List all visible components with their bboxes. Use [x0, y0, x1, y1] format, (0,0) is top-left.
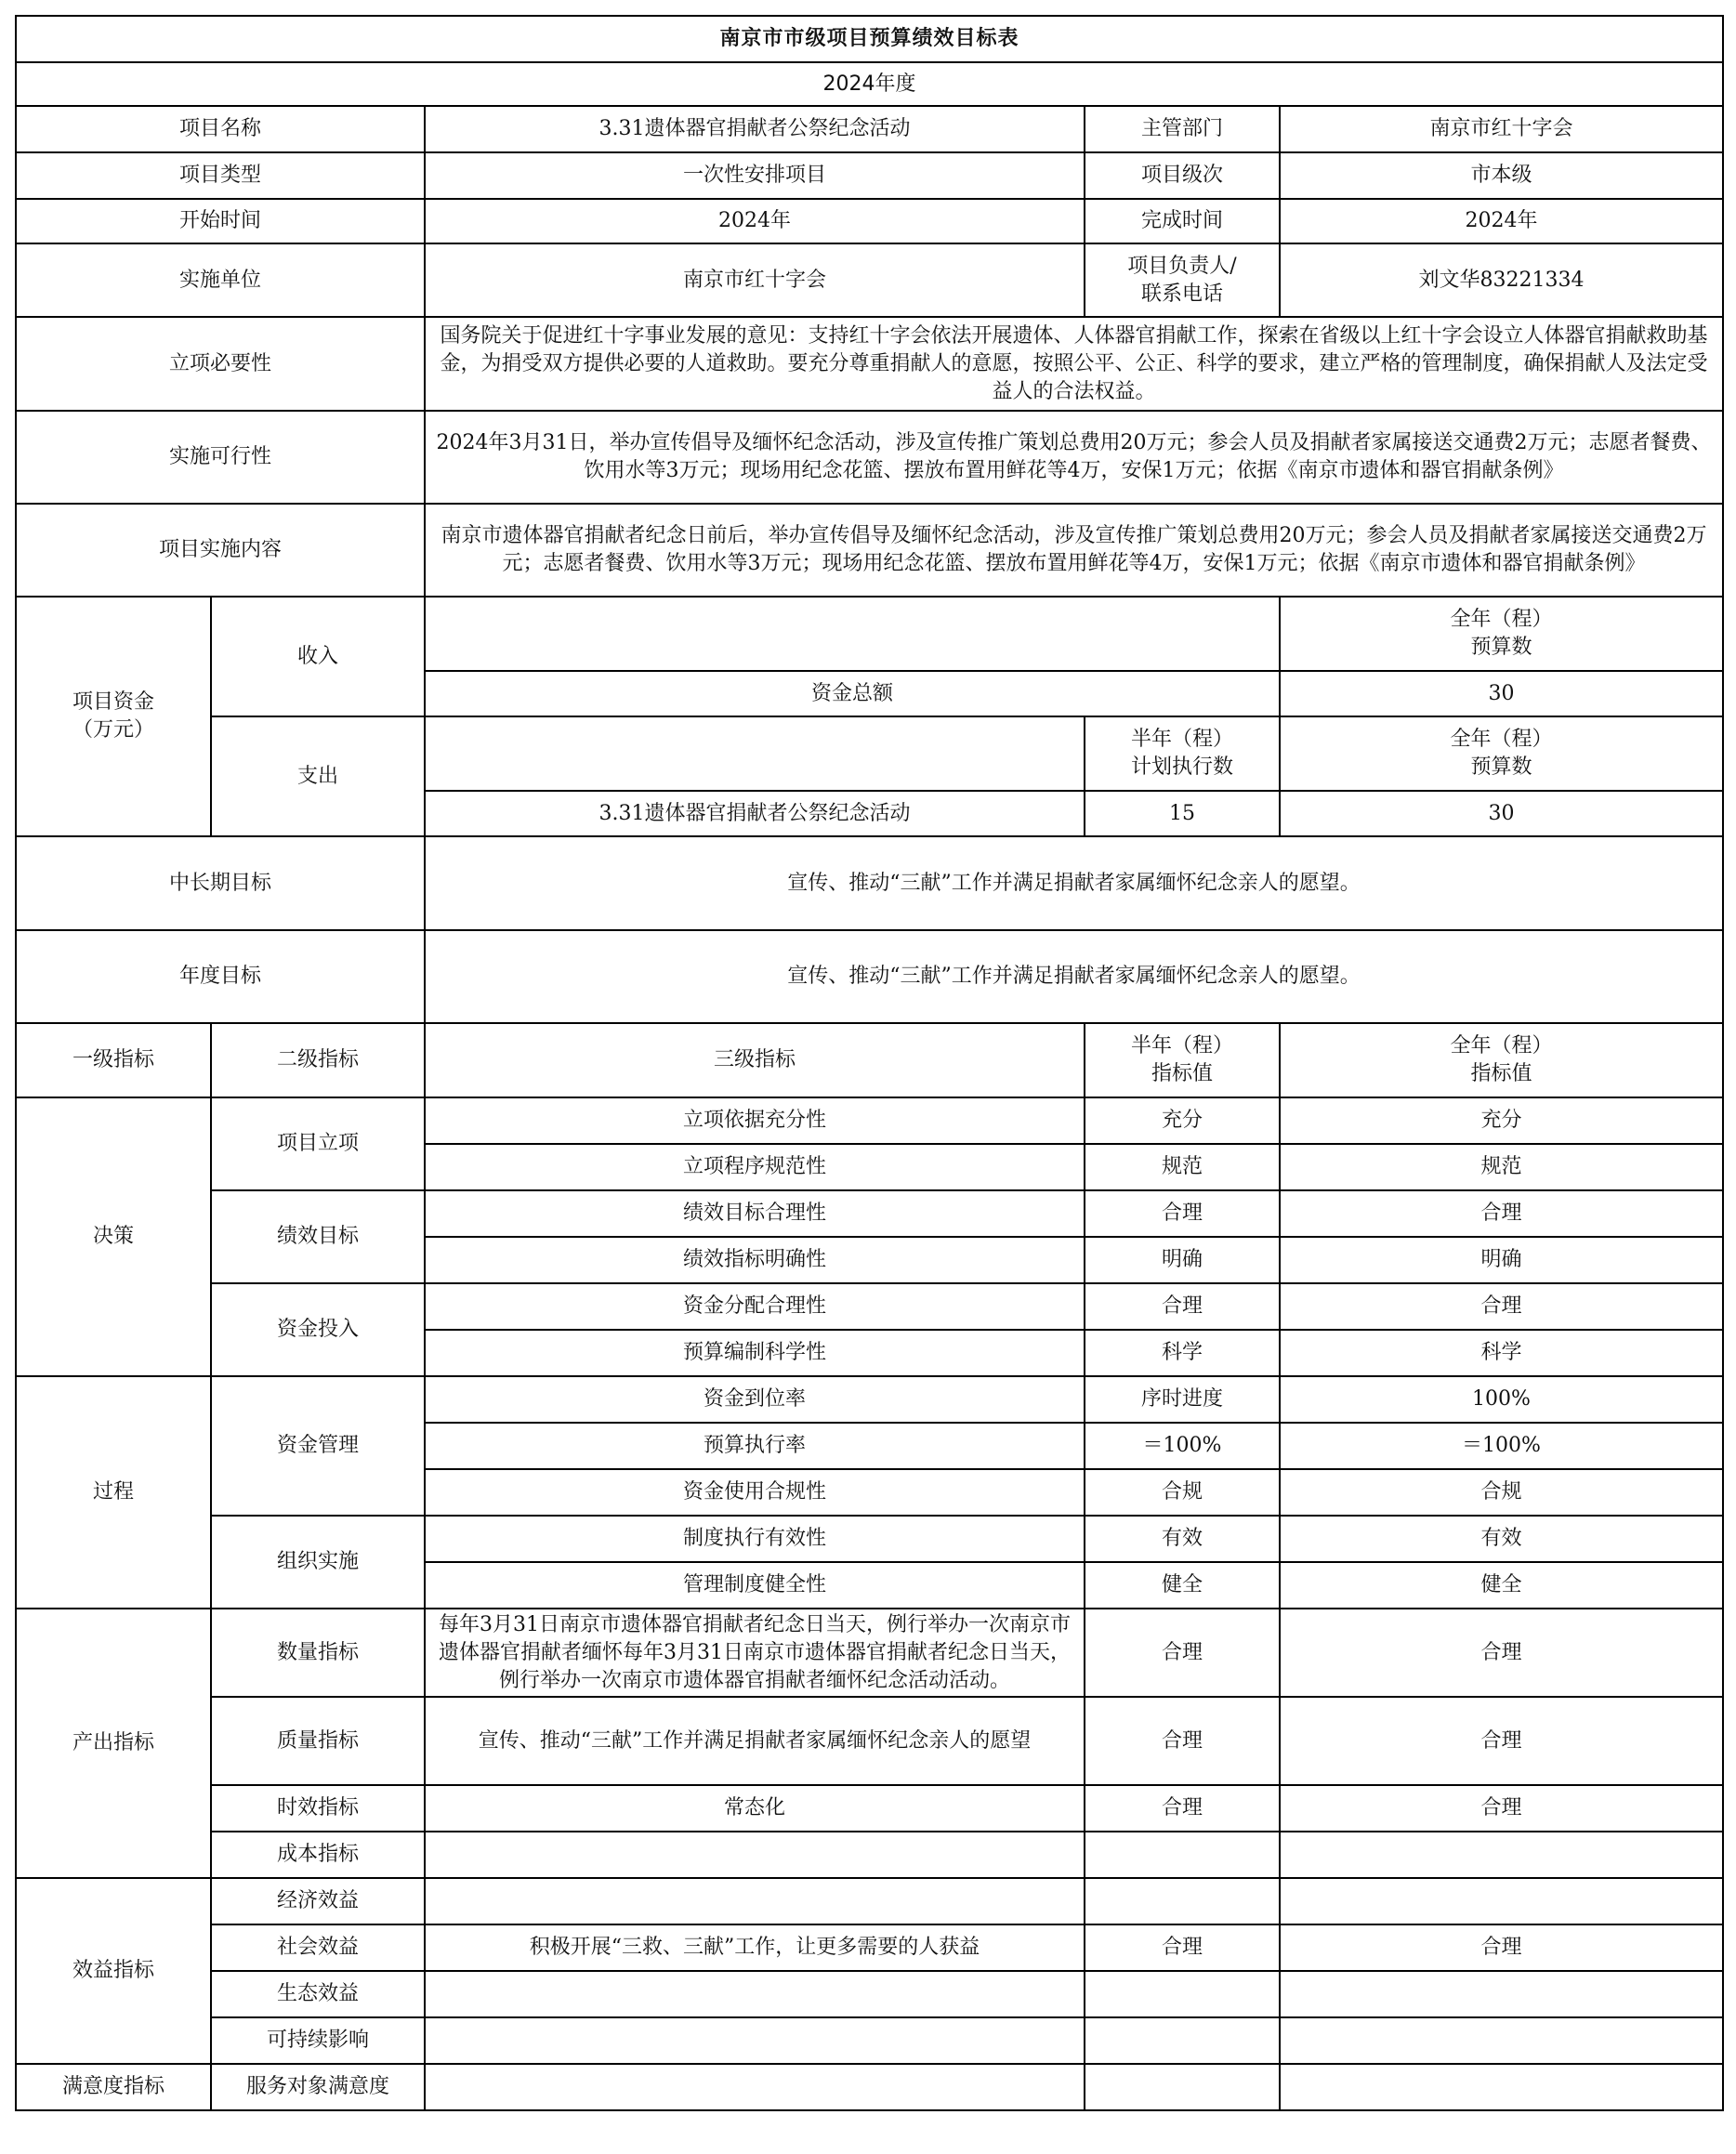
half-header-line2: 指标值 — [1151, 1062, 1213, 1085]
ecological-full — [1280, 1971, 1723, 2017]
full-year-line2: 预算数 — [1470, 636, 1532, 659]
indicator-half: 合规 — [1085, 1469, 1280, 1516]
quality-full: 合理 — [1280, 1697, 1723, 1785]
indicator-name: 资金使用合规性 — [425, 1469, 1085, 1516]
indicator-full: 合理 — [1280, 1283, 1723, 1330]
indicator-name: 管理制度健全性 — [425, 1562, 1085, 1609]
indicator-full: 有效 — [1280, 1516, 1723, 1562]
cost-text — [425, 1832, 1085, 1878]
sustainability-text — [425, 2017, 1085, 2064]
end-time-label: 完成时间 — [1085, 199, 1280, 243]
level2-header: 二级指标 — [211, 1023, 425, 1097]
economic-text — [425, 1878, 1085, 1924]
fund-management-label: 资金管理 — [211, 1376, 425, 1516]
timeliness-half: 合理 — [1085, 1785, 1280, 1832]
leader-label-line1: 项目负责人/ — [1127, 254, 1237, 278]
funds-label-line2: （万元） — [72, 718, 154, 742]
total-funds-value: 30 — [1280, 671, 1723, 716]
sustainability-label: 可持续影响 — [211, 2017, 425, 2064]
level3-header: 三级指标 — [425, 1023, 1085, 1097]
social-half: 合理 — [1085, 1924, 1280, 1971]
indicator-full: 规范 — [1280, 1144, 1723, 1190]
indicator-half: 序时进度 — [1085, 1376, 1280, 1423]
quantity-text: 每年3月31日南京市遗体器官捐献者纪念日当天，例行举办一次南京市遗体器官捐献者缅怀每年3月31日南京市遗体器官捐献者纪念日当天，例行举办一次南京市遗体器官捐献者缅怀纪念活动活动。 — [425, 1609, 1085, 1697]
sustainability-half — [1085, 2017, 1280, 2064]
indicator-half: ＝100% — [1085, 1423, 1280, 1469]
indicator-half: 明确 — [1085, 1237, 1280, 1283]
start-time-label: 开始时间 — [16, 199, 425, 243]
start-time-value: 2024年 — [425, 199, 1085, 243]
indicator-full: 科学 — [1280, 1330, 1723, 1376]
funds-label-line1: 项目资金 — [72, 690, 154, 714]
project-type-value: 一次性安排项目 — [425, 152, 1085, 199]
social-full: 合理 — [1280, 1924, 1723, 1971]
full-year-line1: 全年（程） — [1450, 608, 1553, 631]
full-value-header — [1280, 1023, 1723, 1097]
satisfaction-full — [1280, 2064, 1723, 2110]
decision-label: 决策 — [16, 1097, 211, 1376]
indicator-name: 资金分配合理性 — [425, 1283, 1085, 1330]
indicator-full: 合规 — [1280, 1469, 1723, 1516]
timeliness-label: 时效指标 — [211, 1785, 425, 1832]
quality-text: 宣传、推动“三献”工作并满足捐献者家属缅怀纪念亲人的愿望 — [425, 1697, 1085, 1785]
expense-item: 3.31遗体器官捐献者公祭纪念活动 — [425, 791, 1085, 836]
quality-label: 质量指标 — [211, 1697, 425, 1785]
content-text: 南京市遗体器官捐献者纪念日前后，举办宣传倡导及缅怀纪念活动，涉及宣传推广策划总费用20万元；参会人员及捐献者家属接送交通费2万元；志愿者餐费、饮用水等3万元；现场用纪念花篮、摆放布置用鲜花等4万，安保1万元；依据《南京市遗体和器官捐献条例》 — [425, 504, 1723, 597]
service-satisfaction-label: 服务对象满意度 — [211, 2064, 425, 2110]
expense-half-value: 15 — [1085, 791, 1280, 836]
indicator-full: 明确 — [1280, 1237, 1723, 1283]
output-label: 产出指标 — [16, 1609, 211, 1878]
project-approval-label: 项目立项 — [211, 1097, 425, 1190]
quantity-half: 合理 — [1085, 1609, 1280, 1697]
indicator-name: 制度执行有效性 — [425, 1516, 1085, 1562]
economic-benefit-label: 经济效益 — [211, 1878, 425, 1924]
funds-label — [16, 597, 211, 836]
ecological-benefit-label: 生态效益 — [211, 1971, 425, 2017]
leader-label-line2: 联系电话 — [1140, 282, 1223, 306]
fund-input-label: 资金投入 — [211, 1283, 425, 1376]
indicator-half: 规范 — [1085, 1144, 1280, 1190]
necessity-label: 立项必要性 — [16, 317, 425, 411]
indicator-name: 立项程序规范性 — [425, 1144, 1085, 1190]
indicator-name: 立项依据充分性 — [425, 1097, 1085, 1144]
satisfaction-text — [425, 2064, 1085, 2110]
indicator-half: 合理 — [1085, 1190, 1280, 1237]
project-level-value: 市本级 — [1280, 152, 1723, 199]
economic-full — [1280, 1878, 1723, 1924]
expense-blank — [425, 716, 1085, 791]
content-label: 项目实施内容 — [16, 504, 425, 597]
indicator-name: 预算执行率 — [425, 1423, 1085, 1469]
indicator-half: 充分 — [1085, 1097, 1280, 1144]
quantity-label: 数量指标 — [211, 1609, 425, 1697]
expense-label: 支出 — [211, 716, 425, 836]
feasibility-text: 2024年3月31日，举办宣传倡导及缅怀纪念活动，涉及宣传推广策划总费用20万元；参会人员及捐献者家属接送交通费2万元；志愿者餐费、饮用水等3万元；现场用纪念花篮、摆放布置用鲜花等4万，安保1万元；依据《南京市遗体和器官捐献条例》 — [425, 411, 1723, 504]
expense-half-year-header — [1085, 716, 1280, 791]
indicator-full: 100% — [1280, 1376, 1723, 1423]
project-level-label: 项目级次 — [1085, 152, 1280, 199]
performance-goal-label: 绩效目标 — [211, 1190, 425, 1283]
social-text: 积极开展“三救、三献”工作，让更多需要的人获益 — [425, 1924, 1085, 1971]
indicator-name: 绩效目标合理性 — [425, 1190, 1085, 1237]
necessity-text: 国务院关于促进红十字事业发展的意见：支持红十字会依法开展遗体、人体器官捐献工作，探索在省级以上红十字会设立人体器官捐献救助基金，为捐受双方提供必要的人道救助。要充分尊重捐献人的意愿，按照公平、公正、科学的要求，建立严格的管理制度，确保捐献人及法定受益人的合法权益。 — [425, 317, 1723, 411]
cost-half — [1085, 1832, 1280, 1878]
timeliness-full: 合理 — [1280, 1785, 1723, 1832]
year-label: 2024年度 — [16, 62, 1723, 106]
income-label: 收入 — [211, 597, 425, 716]
unit-value: 南京市红十字会 — [425, 243, 1085, 317]
annual-goal-text: 宣传、推动“三献”工作并满足捐献者家属缅怀纪念亲人的愿望。 — [425, 930, 1723, 1023]
indicator-full: 健全 — [1280, 1562, 1723, 1609]
feasibility-label: 实施可行性 — [16, 411, 425, 504]
income-blank — [425, 597, 1280, 671]
project-name-label: 项目名称 — [16, 106, 425, 152]
ecological-text — [425, 1971, 1085, 2017]
half-value-header — [1085, 1023, 1280, 1097]
level1-header: 一级指标 — [16, 1023, 211, 1097]
indicator-half: 合理 — [1085, 1283, 1280, 1330]
full-year-line1: 全年（程） — [1450, 728, 1553, 751]
long-term-goal-label: 中长期目标 — [16, 836, 425, 930]
unit-label: 实施单位 — [16, 243, 425, 317]
organization-label: 组织实施 — [211, 1516, 425, 1609]
performance-target-table — [15, 15, 1724, 2111]
income-full-year-header — [1280, 597, 1723, 671]
leader-label — [1085, 243, 1280, 317]
quantity-full: 合理 — [1280, 1609, 1723, 1697]
half-year-line1: 半年（程） — [1130, 728, 1233, 751]
indicator-name: 预算编制科学性 — [425, 1330, 1085, 1376]
ecological-half — [1085, 1971, 1280, 2017]
indicator-full: 充分 — [1280, 1097, 1723, 1144]
page-title: 南京市市级项目预算绩效目标表 — [16, 16, 1723, 62]
satisfaction-label: 满意度指标 — [16, 2064, 211, 2110]
expense-full-year-header — [1280, 716, 1723, 791]
indicator-half: 健全 — [1085, 1562, 1280, 1609]
expense-full-value: 30 — [1280, 791, 1723, 836]
dept-value: 南京市红十字会 — [1280, 106, 1723, 152]
process-label: 过程 — [16, 1376, 211, 1609]
indicator-full: 合理 — [1280, 1190, 1723, 1237]
benefit-label: 效益指标 — [16, 1878, 211, 2064]
indicator-half: 有效 — [1085, 1516, 1280, 1562]
annual-goal-label: 年度目标 — [16, 930, 425, 1023]
leader-value: 刘文华83221334 — [1280, 243, 1723, 317]
dept-label: 主管部门 — [1085, 106, 1280, 152]
cost-label: 成本指标 — [211, 1832, 425, 1878]
full-year-line2: 预算数 — [1470, 755, 1532, 779]
social-benefit-label: 社会效益 — [211, 1924, 425, 1971]
economic-half — [1085, 1878, 1280, 1924]
total-funds-label: 资金总额 — [425, 671, 1280, 716]
indicator-name: 绩效指标明确性 — [425, 1237, 1085, 1283]
project-type-label: 项目类型 — [16, 152, 425, 199]
indicator-name: 资金到位率 — [425, 1376, 1085, 1423]
timeliness-text: 常态化 — [425, 1785, 1085, 1832]
project-name-value: 3.31遗体器官捐献者公祭纪念活动 — [425, 106, 1085, 152]
long-term-goal-text: 宣传、推动“三献”工作并满足捐献者家属缅怀纪念亲人的愿望。 — [425, 836, 1723, 930]
full-header-line2: 指标值 — [1470, 1062, 1532, 1085]
half-year-line2: 计划执行数 — [1130, 755, 1233, 779]
indicator-full: ＝100% — [1280, 1423, 1723, 1469]
full-header-line1: 全年（程） — [1450, 1034, 1553, 1057]
indicator-half: 科学 — [1085, 1330, 1280, 1376]
quality-half: 合理 — [1085, 1697, 1280, 1785]
satisfaction-half — [1085, 2064, 1280, 2110]
end-time-value: 2024年 — [1280, 199, 1723, 243]
half-header-line1: 半年（程） — [1130, 1034, 1233, 1057]
sustainability-full — [1280, 2017, 1723, 2064]
cost-full — [1280, 1832, 1723, 1878]
